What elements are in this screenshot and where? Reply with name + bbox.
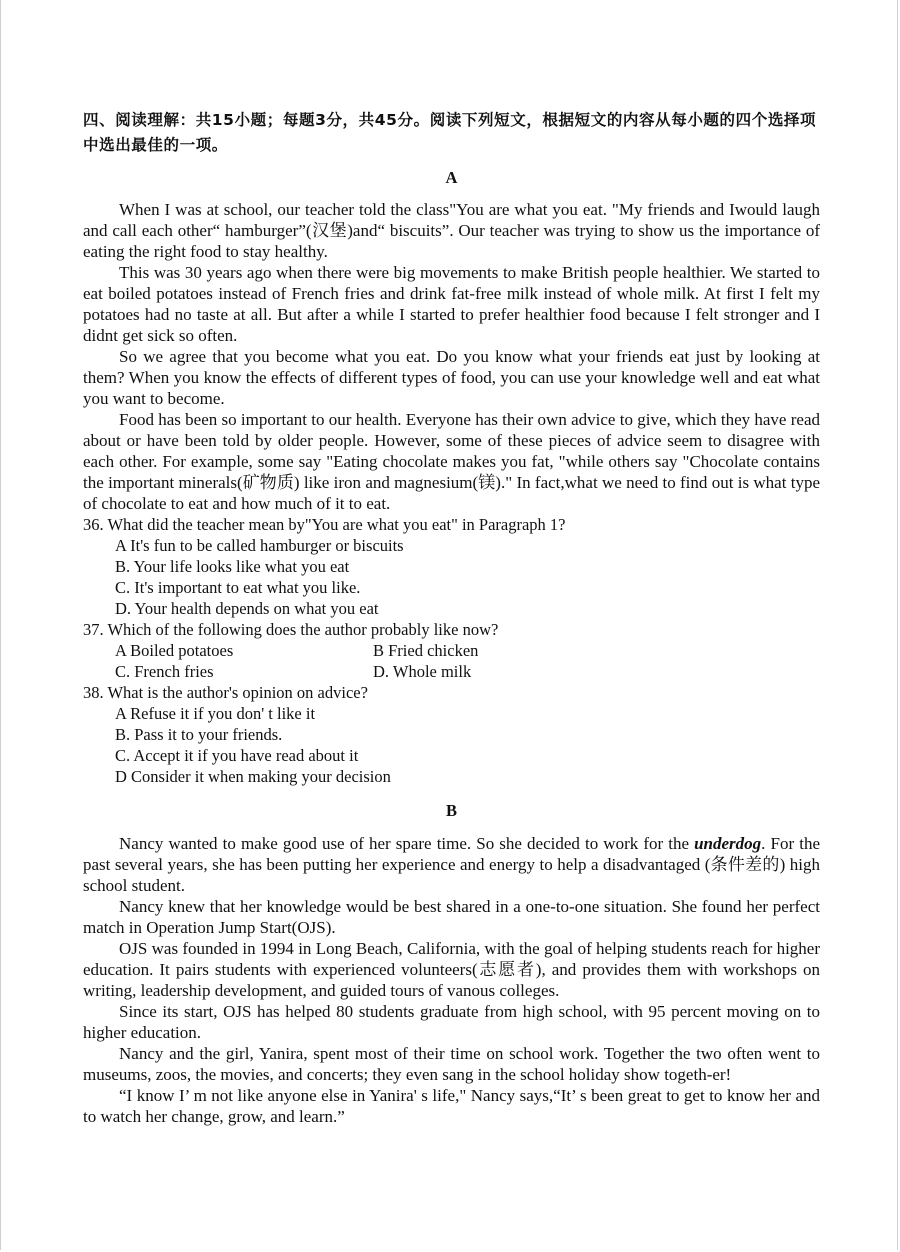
passage-b-title: B [445, 801, 457, 820]
option-c[interactable]: C. Accept it if you have read about it [115, 746, 359, 765]
passage-a-paragraph: When I was at school, our teacher told the class"You are what you eat. "My friends and Iwould laugh and call each other“ hamburger”(汉堡)and“ biscuits”. Our teacher was trying to show us the importance of eating the right food to stay healthy. [83, 200, 820, 261]
option-a[interactable]: A Refuse it if you don' t like it [115, 704, 316, 723]
option-d[interactable]: D. Your health depends on what you eat [115, 599, 379, 618]
option-a[interactable]: A It's fun to be called hamburger or biscuits [115, 536, 404, 555]
document-page [83, 108, 820, 1127]
emphasized-word: underdog [694, 834, 762, 853]
option-c[interactable]: C. It's important to eat what you like. [115, 578, 361, 597]
question-38 [83, 682, 820, 787]
passage-b-paragraph: OJS was founded in 1994 in Long Beach, California, with the goal of helping students reach for higher education. It pairs students with experienced volunteers(志愿者), and provides them with workshops on writing, leadership development, and guided tours of vanous colleges. [83, 939, 820, 1000]
option-b[interactable]: B. Your life looks like what you eat [115, 557, 350, 576]
option-row [83, 640, 820, 661]
option-a[interactable]: A Boiled potatoes [115, 641, 234, 660]
paragraph-text: . For the past several years, she has been putting her experience and energy to help a disadvantaged (条件差的) high school student. [83, 834, 820, 895]
option-b[interactable]: B. Pass it to your friends. [115, 725, 283, 744]
passage-a-paragraph: So we agree that you become what you eat. Do you know what your friends eat just by looking at them? When you know the effects of different types of food, you can use your knowledge well and eat what you want to become. [83, 347, 820, 408]
passage-a-paragraph: Food has been so important to our health. Everyone has their own advice to give, which they have read about or have been told by older people. However, some of these pieces of advice seem to disagree with each other. For example, some say "Eating chocolate makes you fat, "while others say "Chocolate contains the important minerals(矿物质) like iron and magnesium(镁)." In fact,what we need to find out is what type of chocolate to eat and how much of it to eat. [83, 410, 820, 513]
question-stem: 36. What did the teacher mean by"You are what you eat" in Paragraph 1? [83, 515, 566, 534]
passage-a-title: A [445, 168, 458, 187]
passage-b-paragraph: Nancy knew that her knowledge would be best shared in a one-to-one situation. She found her perfect match in Operation Jump Start(OJS). [83, 897, 820, 937]
option-d[interactable]: D Consider it when making your decision [115, 767, 391, 786]
question-stem: 37. Which of the following does the author probably like now? [83, 620, 499, 639]
section-heading: 四、阅读理解：共15小题；每题3分，共45分。阅读下列短文，根据短文的内容从每小题的四个选择项中选出最佳的一项。 [83, 111, 817, 154]
question-36 [83, 514, 820, 619]
option-row [83, 661, 820, 682]
question-37 [83, 619, 820, 682]
option-c[interactable]: C. French fries [115, 662, 214, 681]
passage-b-paragraph: “I know I’ m not like anyone else in Yanira' s life," Nancy says,“It’ s been great to get to know her and to watch her change, grow, and learn.” [83, 1086, 820, 1126]
passage-b-paragraph [83, 833, 820, 896]
paragraph-text: Nancy wanted to make good use of her spare time. So she decided to work for the [119, 834, 695, 853]
option-b[interactable]: B Fried chicken [373, 641, 479, 660]
option-d[interactable]: D. Whole milk [373, 662, 472, 681]
passage-b-paragraph: Nancy and the girl, Yanira, spent most of their time on school work. Together the two often went to museums, zoos, the movies, and concerts; they even sang in the school holiday show togeth-er! [83, 1044, 820, 1084]
question-stem: 38. What is the author's opinion on advice? [83, 683, 368, 702]
passage-a-paragraph: This was 30 years ago when there were big movements to make British people healthier. We started to eat boiled potatoes instead of French fries and drink fat-free milk instead of whole milk. At first I felt my potatoes had no taste at all. But after a while I started to prefer healthier food because I felt stronger and I didnt get sick so often. [83, 263, 820, 345]
passage-b-paragraph: Since its start, OJS has helped 80 students graduate from high school, with 95 percent moving on to higher education. [83, 1002, 820, 1042]
